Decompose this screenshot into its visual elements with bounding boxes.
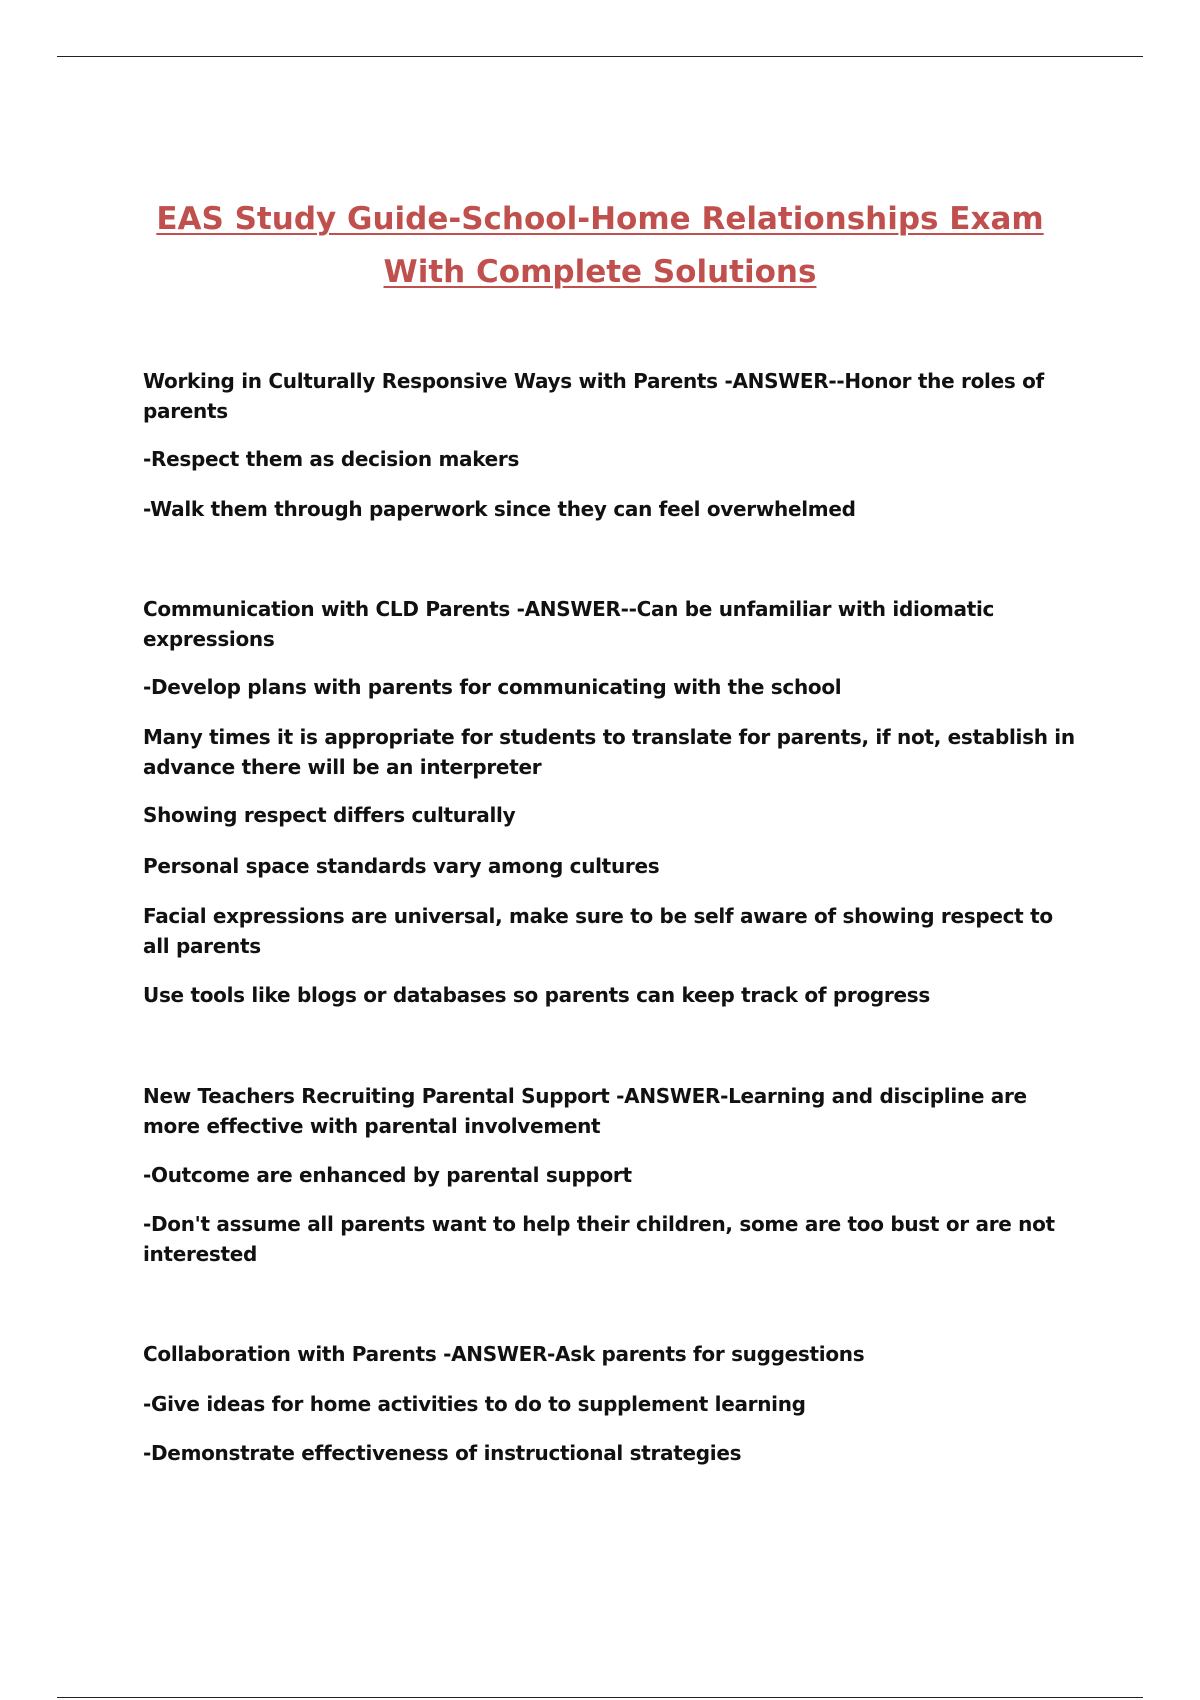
paragraph: Personal space standards vary among cultures xyxy=(143,854,660,878)
paragraph: -Don't assume all parents want to help their children, some are too bust or are not interested xyxy=(143,1212,1055,1266)
footer-divider xyxy=(57,1697,1143,1698)
document-title xyxy=(120,193,1080,299)
header-divider xyxy=(57,56,1143,57)
paragraph: Communication with CLD Parents -ANSWER--Can be unfamiliar with idiomatic expressions xyxy=(143,597,995,651)
paragraph: Use tools like blogs or databases so parents can keep track of progress xyxy=(143,983,930,1007)
paragraph: -Demonstrate effectiveness of instructional strategies xyxy=(143,1441,742,1465)
paragraph: Working in Culturally Responsive Ways with Parents -ANSWER--Honor the roles of parents xyxy=(143,369,1044,423)
document-title-line-1: EAS Study Guide-School-Home Relationships Exam xyxy=(156,201,1044,237)
paragraph: -Walk them through paperwork since they can feel overwhelmed xyxy=(143,497,856,521)
paragraph: New Teachers Recruiting Parental Support -ANSWER-Learning and discipline are more effective with parental involvement xyxy=(143,1084,1027,1138)
paragraph: -Outcome are enhanced by parental support xyxy=(143,1163,632,1187)
paragraph: -Develop plans with parents for communicating with the school xyxy=(143,675,842,699)
document-title-line-2: With Complete Solutions xyxy=(383,254,817,290)
paragraph: -Give ideas for home activities to do to supplement learning xyxy=(143,1392,806,1416)
paragraph: Facial expressions are universal, make sure to be self aware of showing respect to all parents xyxy=(143,904,1053,958)
paragraph: -Respect them as decision makers xyxy=(143,447,520,471)
paragraph: Showing respect differs culturally xyxy=(143,803,516,827)
paragraph: Collaboration with Parents -ANSWER-Ask parents for suggestions xyxy=(143,1342,865,1366)
paragraph: Many times it is appropriate for students to translate for parents, if not, establish in advance there will be an interpreter xyxy=(143,725,1075,779)
